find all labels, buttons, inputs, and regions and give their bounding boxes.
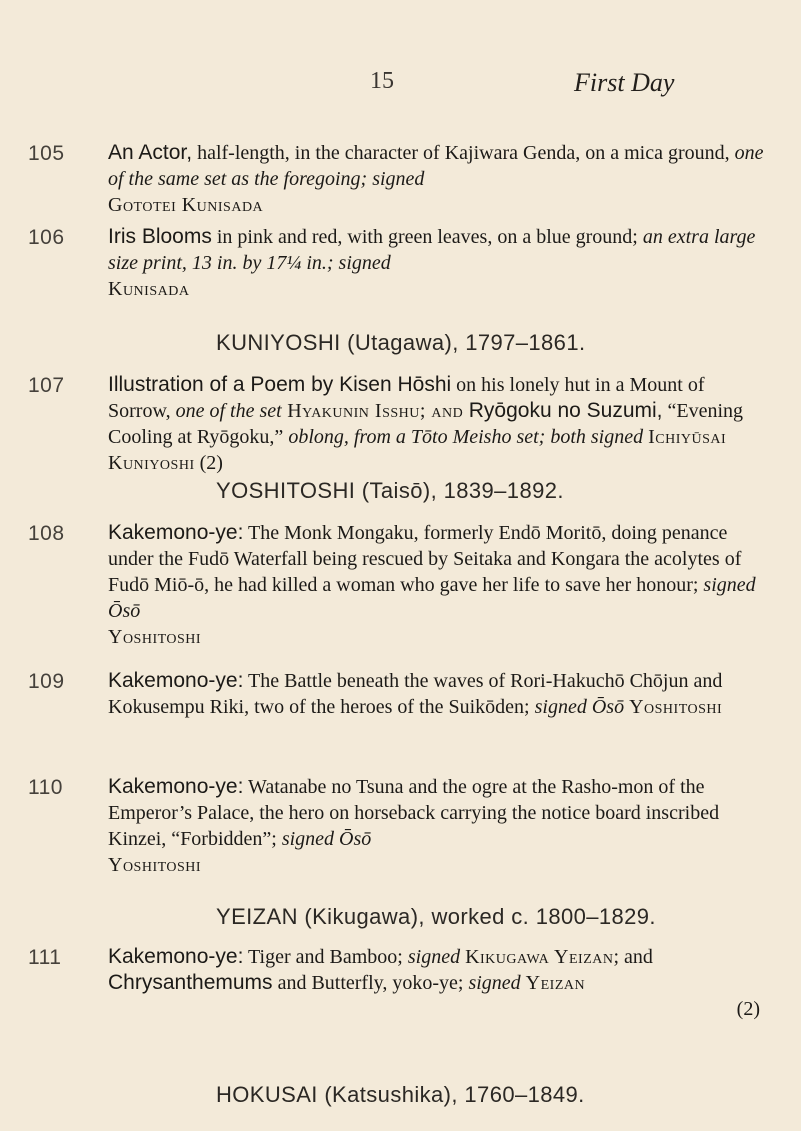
lot-number: 107	[28, 374, 65, 397]
lot-title: Kakemono-ye:	[108, 775, 244, 798]
lot-signature: Gototei Kunisada	[108, 194, 264, 216]
lot-quantity: (2)	[736, 998, 760, 1020]
lot-quantity: (2)	[199, 452, 223, 474]
lot-title: Kakemono-ye:	[108, 945, 244, 968]
lot-description-secondary: “Evening Cooling at Ryōgoku,”	[108, 400, 744, 448]
lot-description: half-length, in the character of Kajiwara Genda, on a mica ground,	[192, 142, 735, 164]
lot-signature: Yoshitoshi	[629, 696, 723, 718]
lot-entry	[108, 774, 768, 878]
lot-number: 110	[28, 776, 63, 799]
artist-heading: HOKUSAI (Katsushika), 1760–1849.	[216, 1082, 585, 1107]
lot-signature: Kunisada	[108, 278, 190, 300]
artist-heading: YEIZAN (Kikugawa), worked c. 1800–1829.	[216, 904, 656, 929]
lot-italic-note: one of the set	[175, 400, 282, 422]
lot-signature-secondary: Yeizan	[525, 972, 586, 994]
lot-italic-note: signed Ōsō	[108, 574, 756, 622]
lot-number: 106	[28, 226, 65, 249]
lot-title: Iris Blooms	[108, 225, 212, 248]
lot-italic-note-secondary: oblong, from a Tōto Meisho set; both signed	[288, 426, 644, 448]
lot-italic-note: one of the same set as the foregoing; signed	[108, 142, 764, 190]
lot-title-secondary: Chrysanthemums	[108, 971, 273, 994]
lot-italic-note: signed Ōsō	[534, 696, 625, 718]
lot-entry	[108, 224, 768, 302]
page-number: 15	[370, 68, 394, 94]
lot-entry	[108, 520, 768, 650]
lot-set-name: Hyakunin Isshu; and	[281, 400, 469, 422]
lot-italic-note-secondary: signed	[468, 972, 521, 994]
lot-signature: Yoshitoshi	[108, 854, 202, 876]
running-title: First Day	[574, 68, 675, 97]
lot-title: Kakemono-ye:	[108, 669, 244, 692]
lot-description: Tiger and Bamboo;	[243, 946, 408, 968]
lot-description: on his lonely hut in a Mount of Sorrow,	[108, 374, 705, 422]
artist-heading: YOSHITOSHI (Taisō), 1839–1892.	[216, 478, 564, 503]
lot-title: An Actor,	[108, 141, 193, 164]
lot-title: Illustration of a Poem by Kisen Hōshi	[108, 373, 452, 396]
lot-title-secondary: Ryōgoku no Suzumi,	[468, 399, 663, 422]
artist-heading: KUNIYOSHI (Utagawa), 1797–1861.	[216, 330, 586, 355]
lot-description: The Monk Mongaku, formerly Endō Moritō, doing penance under the Fudō Waterfall being rescued by Seitaka and Kongara the acolytes of Fudō Miō-ō, he had killed a woman who gave her life to save her honour;	[108, 522, 742, 596]
lot-number: 111	[28, 946, 62, 969]
lot-description: The Battle beneath the waves of Rori-Hakuchō Chōjun and Kokusempu Riki, two of the heroes of the Suikōden;	[108, 670, 723, 718]
lot-description-secondary: and Butterfly, yoko-ye;	[272, 972, 469, 994]
lot-title: Kakemono-ye:	[108, 521, 244, 544]
lot-number: 105	[28, 142, 65, 165]
lot-description-connector: ; and	[613, 946, 653, 968]
lot-entry	[108, 372, 768, 476]
lot-signature: Kikugawa Yeizan	[465, 946, 614, 968]
lot-entry	[108, 140, 768, 218]
lot-italic-note: signed Ōsō	[281, 828, 372, 850]
lot-entry	[108, 944, 768, 1022]
lot-number: 109	[28, 670, 65, 693]
lot-italic-note: an extra large size print, 13 in. by 17¼ in.; signed	[108, 226, 756, 274]
lot-description: in pink and red, with green leaves, on a blue ground;	[211, 226, 643, 248]
lot-signature: Ichiyūsai Kuniyoshi	[108, 426, 727, 474]
lot-description: Watanabe no Tsuna and the ogre at the Rasho-mon of the Emperor’s Palace, the hero on horseback carrying the notice board inscribed Kinzei, “Forbidden”;	[108, 776, 720, 850]
lot-italic-note: signed	[407, 946, 461, 968]
lot-signature: Yoshitoshi	[108, 626, 202, 648]
lot-entry	[108, 668, 768, 720]
page-header	[0, 68, 801, 98]
lot-number: 108	[28, 522, 65, 545]
